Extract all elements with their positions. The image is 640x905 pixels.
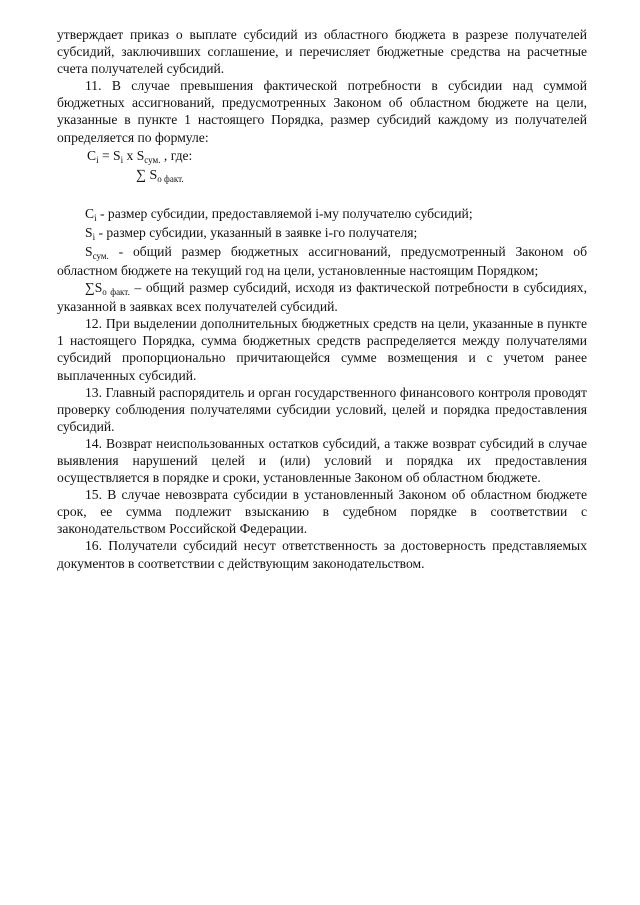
paragraph-11: 11. В случае превышения фактической потребности в субсидии над суммой бюджетных ассигнований, предусмотренных Законом об областном бюджете на цели, указанные в пункте 1 настоящего Порядка, размер субсидий каждому из получателей определяется по формуле:	[57, 78, 587, 145]
formula	[57, 146, 587, 198]
definition-ci: $C_i$ - размер субсидии, предоставляемой i-му получателю субсидий;	[85, 205, 473, 223]
definition-si: $S_i$ - размер субсидии, указанный в заявке i-го получателя;	[85, 224, 418, 242]
definition-sofact: $\sum S_{о факт.}$ – общий размер субсидий, исходя из фактической потребности в субсидиях, указанной в заявках всех получателей субсидий.	[57, 280, 587, 315]
paragraph-15: 15. В случае невозврата субсидии в установленный Законом об областном бюджете срок, ее сумма подлежит взысканию в судебном порядке в соответствии с законодательством Российской Федерации.	[57, 487, 587, 537]
formula-denominator: ∑ $S_{о факт.}$	[136, 167, 184, 184]
paragraph-16: 16. Получатели субсидий несут ответственность за достоверность представляемых документов в соответствии с действующим законодательством.	[57, 538, 587, 571]
document-page	[57, 26, 587, 572]
formula-numerator: $C_i = S_i$ x $S_{сум.}$ , где:	[87, 147, 193, 165]
paragraph-12: 12. При выделении дополнительных бюджетных средств на цели, указанные в пункте 1 настоящего Порядка, сумма бюджетных средств распределяется между получателями субсидий пропорционально причитающейся сумме возмещения и с учетом ранее выплаченных субсидий.	[57, 316, 587, 383]
paragraph-14: 14. Возврат неиспользованных остатков субсидий, а также возврат субсидий в случае выявления нарушений целей и (или) условий и порядка их предоставления осуществляется в порядке и сроки, установленные Законом об областном бюджете.	[57, 435, 587, 486]
paragraph-13: 13. Главный распорядитель и орган государственного финансового контроля проводят проверку соблюдения получателями субсидии условий, целей и порядка предоставления субсидий.	[57, 384, 587, 434]
definition-ssum: $S_{сум.}$ - общий размер бюджетных ассигнований, предусмотренный Законом об областном бюджете на текущий год на цели, установленные настоящим Порядком;	[57, 243, 587, 278]
paragraph-continued: утверждает приказ о выплате субсидий из областного бюджета в разрезе получателей субсидий, заключивших соглашение, и перечисляет бюджетные средства на расчетные счета получателей субсидий.	[57, 27, 587, 77]
